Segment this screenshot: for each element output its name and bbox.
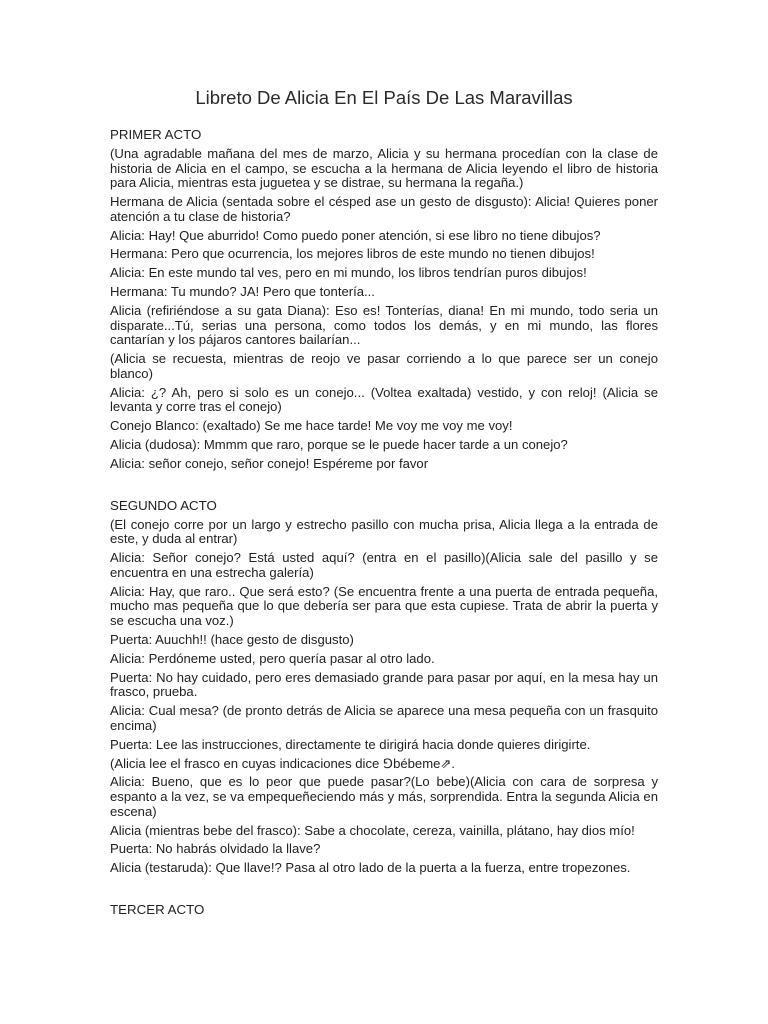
section-heading: PRIMER ACTO — [110, 127, 202, 142]
section-tercer-acto — [110, 902, 658, 917]
paragraph: Puerta: No hay cuidado, pero eres demasiado grande para pasar por aquí, en la mesa hay un frasco, prueba. — [110, 669, 658, 700]
section-heading: TERCER ACTO — [110, 902, 205, 918]
paragraph: Alicia: Señor conejo? Está usted aquí? (entra en el pasillo)(Alicia sale del pasillo y se encuentra en una estrecha galería) — [110, 550, 658, 580]
paragraph: Alicia: Bueno, que es lo peor que puede pasar?(Lo bebe)(Alicia con cara de sorpresa y espanto a la vez, se va empequeñeciendo más y más, sorprendida. Entra la segunda Alicia en escena) — [110, 774, 658, 819]
paragraph: Alicia (mientras bebe del frasco): Sabe a chocolate, cereza, vainilla, plátano, hay dios mío! — [110, 822, 635, 838]
paragraph: (Alicia se recuesta, mientras de reojo ve pasar corriendo a lo que parece ser un conejo blanco) — [110, 351, 658, 381]
section-heading: SEGUNDO ACTO — [110, 497, 217, 513]
paragraph: Puerta: Auuchh!! (hace gesto de disgusto) — [110, 631, 354, 647]
paragraph: Puerta: Lee las instrucciones, directamente te dirigirá hacia donde quieres dirigirte. — [110, 736, 591, 752]
paragraph: Alicia: Hay, que raro.. Que será esto? (Se encuentra frente a una puerta de entrada pequeña, mucho mas pequeña que lo que debería ser para que esta cupiese. Trata de abrir la puerta y se escucha una voz.) — [110, 583, 658, 628]
section-spacer — [110, 880, 658, 902]
paragraph: Alicia: Hay! Que aburrido! Como puedo poner atención, si ese libro no tiene dibujos? — [110, 227, 601, 243]
paragraph: Hermana de Alicia (sentada sobre el césped ase un gesto de disgusto): Alicia! Quieres poner atención a tu clase de historia? — [110, 194, 658, 224]
paragraph: Alicia: ¿? Ah, pero si solo es un conejo... (Voltea exaltada) vestido, y con reloj! (Alicia se levanta y corre tras el conejo) — [110, 384, 658, 415]
section-segundo-acto — [110, 498, 658, 876]
paragraph: Alicia: Cual mesa? (de pronto detrás de Alicia se aparece una mesa pequeña con un frasquito encima) — [110, 703, 658, 733]
paragraph: Alicia: Perdóneme usted, pero quería pasar al otro lado. — [110, 650, 435, 666]
section-primer-acto — [110, 127, 658, 472]
paragraph: (El conejo corre por un largo y estrecho pasillo con mucha prisa, Alicia llega a la entrada de este, y duda al entrar) — [110, 516, 658, 547]
section-spacer — [110, 476, 658, 498]
document-body — [110, 127, 658, 922]
paragraph: Hermana: Tu mundo? JA! Pero que tontería... — [110, 284, 375, 300]
paragraph: Alicia (testaruda): Que llave!? Pasa al otro lado de la puerta a la fuerza, entre tropezones. — [110, 860, 631, 876]
paragraph: Puerta: No habrás olvidado la llave? — [110, 841, 321, 857]
document-title: Libreto De Alicia En El País De Las Maravillas — [195, 87, 573, 108]
paragraph: Alicia (dudosa): Mmmm que raro, porque se le puede hacer tarde a un conejo? — [110, 437, 568, 453]
paragraph: Hermana: Pero que ocurrencia, los mejores libros de este mundo no tienen dibujos! — [110, 246, 595, 262]
paragraph: Alicia (refiriéndose a su gata Diana): Eso es! Tonterías, diana! En mi mundo, todo seria un disparate...Tú, serias una persona, como todos los demás, y en mi mundo, las flores cantarían y los pájaros cantores bailarían... — [110, 303, 658, 348]
paragraph: (Una agradable mañana del mes de marzo, Alicia y su hermana procedían con la clase de historia de Alicia en el campo, se escucha a la hermana de Alicia leyendo el libro de historia para Alicia, mientras esta juguetea y se distrae, su hermana la regaña.) — [110, 146, 658, 191]
paragraph: (Alicia lee el frasco en cuyas indicaciones dice ⅁bébeme⇗. — [110, 755, 455, 771]
paragraph: Conejo Blanco: (exaltado) Se me hace tarde! Me voy me voy me voy! — [110, 418, 513, 434]
paragraph: Alicia: En este mundo tal ves, pero en mi mundo, los libros tendrían puros dibujos! — [110, 265, 587, 281]
paragraph: Alicia: señor conejo, señor conejo! Espéreme por favor — [110, 455, 429, 471]
